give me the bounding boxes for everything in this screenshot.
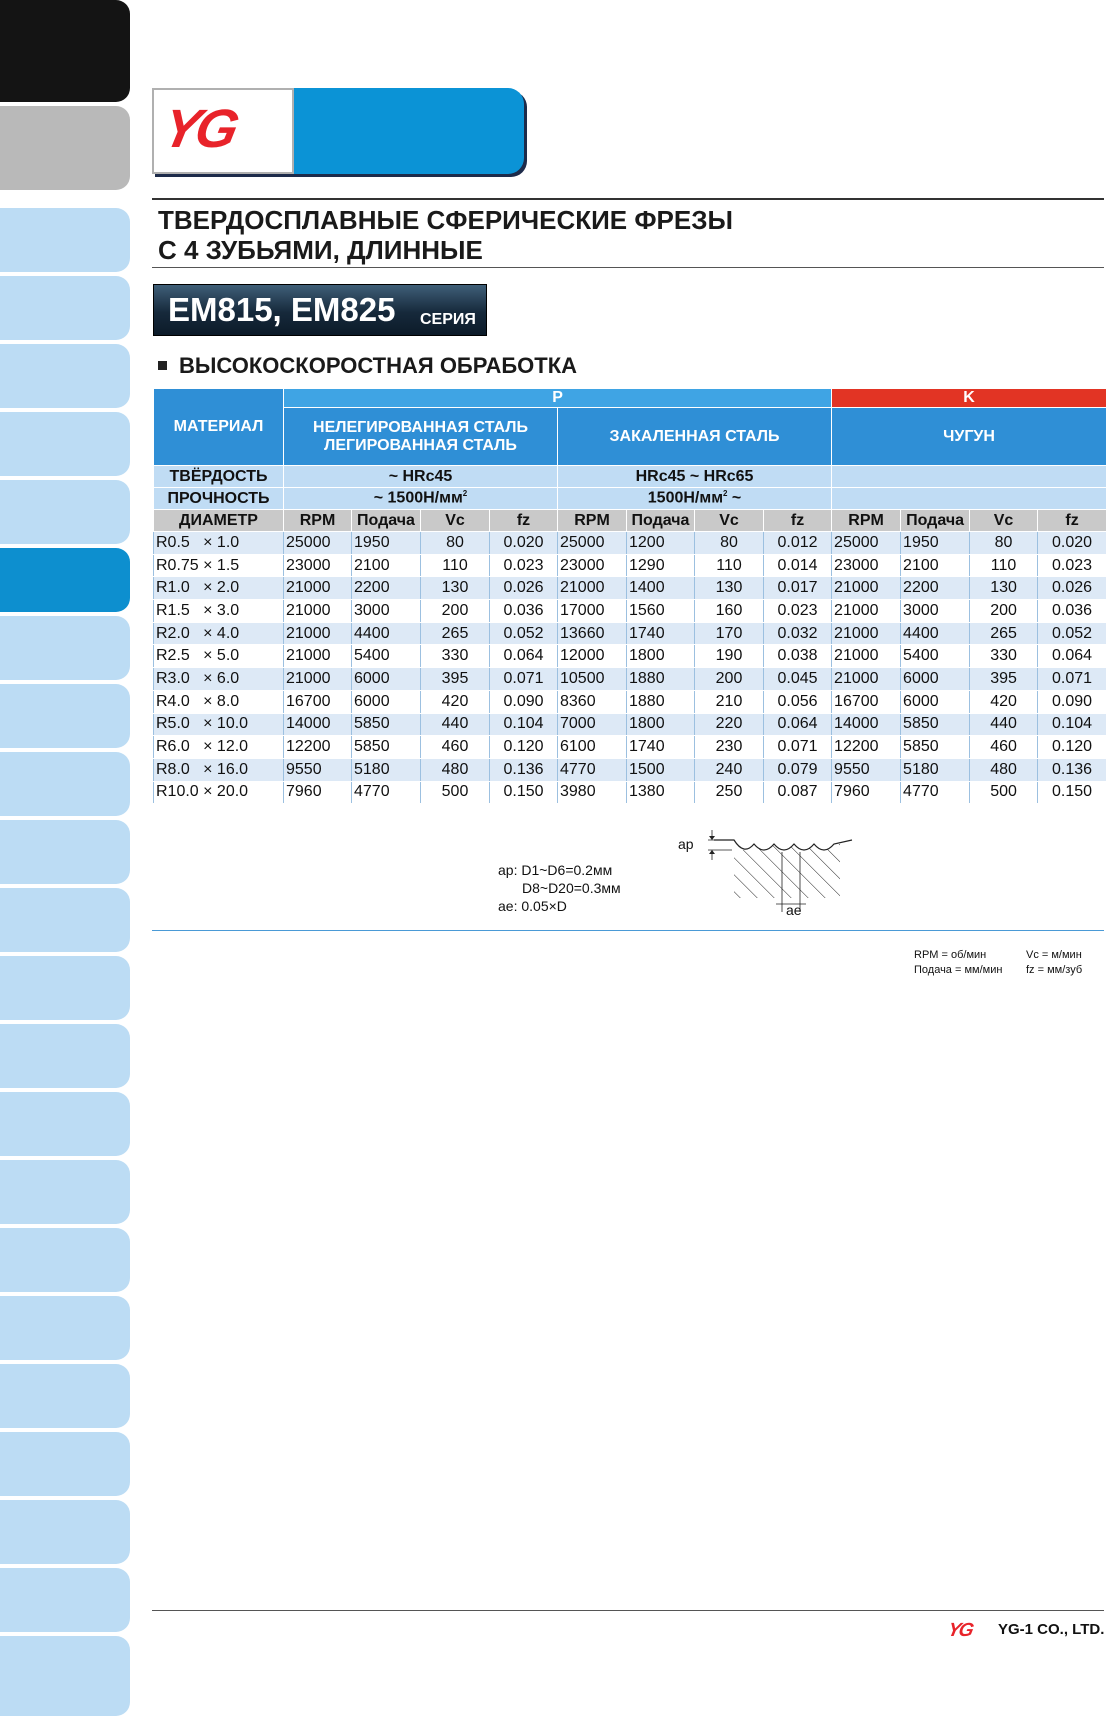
sidebar-tab[interactable] [0, 1364, 130, 1428]
col-header-rpm: RPM [284, 510, 352, 532]
vc-cell: 480 [970, 758, 1038, 781]
fz-cell: 0.071 [1038, 668, 1106, 691]
rpm-cell: 14000 [832, 713, 901, 736]
rpm-cell: 21000 [284, 622, 352, 645]
table-row [154, 645, 1106, 668]
sidebar-tab[interactable] [0, 1092, 130, 1156]
material-p2-header: ЗАКАЛЕННАЯ СТАЛЬ [558, 408, 832, 466]
sidebar-tab[interactable] [0, 616, 130, 680]
vc-cell: 200 [695, 668, 764, 691]
rpm-cell: 8360 [558, 690, 627, 713]
bullet-square-icon [158, 361, 167, 370]
rpm-cell: 21000 [832, 577, 901, 600]
table-row [154, 577, 1106, 600]
fz-cell: 0.136 [1038, 758, 1106, 781]
col-header-vc: Vc [421, 510, 490, 532]
sidebar-tab[interactable] [0, 344, 130, 408]
feed-cell: 6000 [901, 690, 970, 713]
fz-cell: 0.136 [490, 758, 558, 781]
rpm-cell: 13660 [558, 622, 627, 645]
fz-cell: 0.064 [1038, 645, 1106, 668]
fz-cell: 0.023 [764, 600, 832, 623]
feed-cell: 1950 [901, 532, 970, 555]
fz-cell: 0.020 [490, 532, 558, 555]
table-row [154, 781, 1106, 804]
diameter-cell: R5.0 × 10.0 [154, 713, 284, 736]
feed-cell: 5400 [901, 645, 970, 668]
rpm-cell: 3980 [558, 781, 627, 804]
strength-p1-value: ~ 1500Н/мм [373, 489, 463, 507]
rpm-cell: 21000 [832, 622, 901, 645]
note-ae-line: ae: 0.05×D [498, 898, 567, 914]
vc-cell: 170 [695, 622, 764, 645]
feed-cell: 3000 [901, 600, 970, 623]
sidebar-tab[interactable] [0, 412, 130, 476]
feed-cell: 2200 [901, 577, 970, 600]
fz-cell: 0.045 [764, 668, 832, 691]
feed-cell: 1290 [627, 554, 695, 577]
material-p1-header [284, 408, 558, 466]
series-label: СЕРИЯ [420, 311, 476, 328]
diagram-ae-label: ae [786, 902, 802, 918]
diameter-cell: R8.0 × 16.0 [154, 758, 284, 781]
col-header-feed: Подача [627, 510, 695, 532]
diameter-cell: R6.0 × 12.0 [154, 736, 284, 759]
fz-cell: 0.150 [1038, 781, 1106, 804]
sidebar-tab[interactable] [0, 1160, 130, 1224]
vc-cell: 160 [695, 600, 764, 623]
fz-cell: 0.023 [490, 554, 558, 577]
table-row [154, 668, 1106, 691]
sidebar-tab[interactable] [0, 1500, 130, 1564]
fz-cell: 0.104 [490, 713, 558, 736]
fz-cell: 0.026 [1038, 577, 1106, 600]
strength-p2-value: 1500Н/мм [647, 489, 724, 507]
fz-cell: 0.071 [490, 668, 558, 691]
vc-cell: 110 [970, 554, 1038, 577]
vc-cell: 80 [421, 532, 490, 555]
strength-label: ПРОЧНОСТЬ [154, 488, 284, 510]
rpm-cell: 23000 [558, 554, 627, 577]
feed-cell: 6000 [352, 668, 421, 691]
sidebar-tab[interactable] [0, 480, 130, 544]
feed-cell: 5180 [901, 758, 970, 781]
diameter-cell: R3.0 × 6.0 [154, 668, 284, 691]
rpm-cell: 12000 [558, 645, 627, 668]
vc-cell: 440 [421, 713, 490, 736]
vc-cell: 265 [970, 622, 1038, 645]
sidebar-tab[interactable] [0, 684, 130, 748]
title-top-rule [152, 198, 1104, 200]
feed-cell: 2100 [352, 554, 421, 577]
feed-cell: 2200 [352, 577, 421, 600]
feed-cell: 4400 [901, 622, 970, 645]
sidebar-tab[interactable] [0, 208, 130, 272]
notes-bottom-rule [152, 930, 1104, 931]
rpm-cell: 7000 [558, 713, 627, 736]
rpm-cell: 21000 [832, 668, 901, 691]
diameter-cell: R2.5 × 5.0 [154, 645, 284, 668]
feed-cell: 1880 [627, 668, 695, 691]
rpm-cell: 21000 [284, 600, 352, 623]
feed-cell: 1400 [627, 577, 695, 600]
rpm-cell: 21000 [832, 645, 901, 668]
rpm-cell: 4770 [558, 758, 627, 781]
vc-cell: 200 [421, 600, 490, 623]
fz-cell: 0.026 [490, 577, 558, 600]
col-header-rpm: RPM [558, 510, 627, 532]
rpm-cell: 21000 [832, 600, 901, 623]
section-heading-text: ВЫСОКОСКОРОСТНАЯ ОБРАБОТКА [179, 353, 578, 378]
rpm-cell: 21000 [284, 645, 352, 668]
fz-cell: 0.012 [764, 532, 832, 555]
vc-cell: 220 [695, 713, 764, 736]
vc-cell: 110 [421, 554, 490, 577]
rpm-cell: 17000 [558, 600, 627, 623]
rpm-cell: 6100 [558, 736, 627, 759]
table-row [154, 600, 1106, 623]
page-title-line1: ТВЕРДОСПЛАВНЫЕ СФЕРИЧЕСКИЕ ФРЕЗЫ [158, 205, 733, 235]
fz-cell: 0.052 [1038, 622, 1106, 645]
vc-cell: 210 [695, 690, 764, 713]
vc-cell: 200 [970, 600, 1038, 623]
fz-cell: 0.036 [1038, 600, 1106, 623]
feed-cell: 1740 [627, 622, 695, 645]
vc-cell: 460 [421, 736, 490, 759]
sidebar-tab[interactable] [0, 1432, 130, 1496]
rpm-cell: 25000 [284, 532, 352, 555]
diameter-cell: R0.5 × 1.0 [154, 532, 284, 555]
sidebar-tab[interactable] [0, 820, 130, 884]
feed-cell: 4400 [352, 622, 421, 645]
hardness-label: ТВЁРДОСТЬ [154, 466, 284, 488]
feed-cell: 4770 [901, 781, 970, 804]
hardness-k [832, 466, 1106, 488]
vc-cell: 500 [970, 781, 1038, 804]
legend-feed: Подача = мм/мин [914, 964, 1003, 976]
col-header-rpm: RPM [832, 510, 901, 532]
group-p-header: P [284, 389, 832, 408]
fz-cell: 0.014 [764, 554, 832, 577]
vc-cell: 110 [695, 554, 764, 577]
rpm-cell: 10500 [558, 668, 627, 691]
sidebar-tab[interactable] [0, 276, 130, 340]
fz-cell: 0.079 [764, 758, 832, 781]
rpm-cell: 12200 [284, 736, 352, 759]
fz-cell: 0.087 [764, 781, 832, 804]
feed-cell: 1950 [352, 532, 421, 555]
sidebar-tab[interactable] [0, 1296, 130, 1360]
table-row [154, 532, 1106, 555]
strength-p2-sup: 2 [723, 489, 728, 499]
material-header: МАТЕРИАЛ [154, 389, 284, 466]
legend-fz: fz = мм/зуб [1026, 964, 1083, 976]
table-row [154, 758, 1106, 781]
feed-cell: 3000 [352, 600, 421, 623]
feed-cell: 5400 [352, 645, 421, 668]
sidebar-tab[interactable] [0, 0, 130, 102]
cutting-depth-diagram [672, 830, 862, 922]
col-header-fz: fz [764, 510, 832, 532]
feed-cell: 1500 [627, 758, 695, 781]
vc-cell: 130 [970, 577, 1038, 600]
vc-cell: 80 [970, 532, 1038, 555]
legend-rpm: RPM = об/мин [914, 949, 987, 961]
vc-cell: 240 [695, 758, 764, 781]
footer-rule [152, 1610, 1104, 1611]
fz-cell: 0.104 [1038, 713, 1106, 736]
feed-cell: 6000 [352, 690, 421, 713]
sidebar-tab[interactable] [0, 1228, 130, 1292]
series-badge [153, 284, 487, 336]
rpm-cell: 25000 [558, 532, 627, 555]
col-header-vc: Vc [695, 510, 764, 532]
table-body [154, 532, 1106, 804]
sidebar-tab[interactable] [0, 1636, 130, 1716]
vc-cell: 330 [970, 645, 1038, 668]
sidebar-tab[interactable] [0, 106, 130, 190]
feed-cell: 1880 [627, 690, 695, 713]
fz-cell: 0.036 [490, 600, 558, 623]
vc-cell: 460 [970, 736, 1038, 759]
strength-p2-suffix: ~ [727, 489, 742, 507]
fz-cell: 0.038 [764, 645, 832, 668]
sidebar-tab[interactable] [0, 1568, 130, 1632]
rpm-cell: 7960 [284, 781, 352, 804]
vc-cell: 130 [421, 577, 490, 600]
rpm-cell: 9550 [284, 758, 352, 781]
feed-cell: 1200 [627, 532, 695, 555]
feed-cell: 1740 [627, 736, 695, 759]
col-header-fz: fz [1038, 510, 1106, 532]
diameter-cell: R1.0 × 2.0 [154, 577, 284, 600]
rpm-cell: 23000 [832, 554, 901, 577]
diameter-cell: R2.0 × 4.0 [154, 622, 284, 645]
col-header-feed: Подача [901, 510, 970, 532]
fz-cell: 0.120 [490, 736, 558, 759]
series-code: EM815, EM825 [168, 291, 396, 328]
feed-cell: 5180 [352, 758, 421, 781]
rpm-cell: 21000 [284, 577, 352, 600]
vc-cell: 330 [421, 645, 490, 668]
table-row [154, 554, 1106, 577]
diameter-cell: R4.0 × 8.0 [154, 690, 284, 713]
fz-cell: 0.056 [764, 690, 832, 713]
fz-cell: 0.090 [1038, 690, 1106, 713]
rpm-cell: 14000 [284, 713, 352, 736]
rpm-cell: 21000 [558, 577, 627, 600]
feed-cell: 1800 [627, 645, 695, 668]
rpm-cell: 12200 [832, 736, 901, 759]
vc-cell: 420 [421, 690, 490, 713]
vc-cell: 395 [421, 668, 490, 691]
logo-text: YG [157, 99, 241, 159]
sidebar-tab[interactable] [0, 956, 130, 1020]
note-ap-line2: D8~D20=0.3мм [522, 880, 621, 896]
feed-cell: 6000 [901, 668, 970, 691]
vc-cell: 395 [970, 668, 1038, 691]
rpm-cell: 16700 [284, 690, 352, 713]
feed-cell: 1560 [627, 600, 695, 623]
rpm-cell: 16700 [832, 690, 901, 713]
hardness-p2: HRc45 ~ HRc65 [558, 466, 832, 488]
hardness-p1: ~ HRc45 [284, 466, 558, 488]
strength-p1-sup: 2 [462, 489, 468, 499]
fz-cell: 0.023 [1038, 554, 1106, 577]
feed-cell: 1800 [627, 713, 695, 736]
table-row [154, 622, 1106, 645]
vc-cell: 420 [970, 690, 1038, 713]
fz-cell: 0.090 [490, 690, 558, 713]
strength-p1 [284, 488, 558, 510]
vc-cell: 230 [695, 736, 764, 759]
title-bottom-rule [152, 267, 1104, 268]
diameter-cell: R10.0 × 20.0 [154, 781, 284, 804]
col-header-fz: fz [490, 510, 558, 532]
page-title-line2: С 4 ЗУБЬЯМИ, ДЛИННЫЕ [158, 235, 483, 265]
footer-company: YG-1 CO., LTD. [998, 1621, 1105, 1638]
fz-cell: 0.064 [764, 713, 832, 736]
footer-logo: YG [945, 1620, 974, 1641]
diameter-label: ДИАМЕТР [154, 510, 284, 532]
rpm-cell: 21000 [284, 668, 352, 691]
group-k-header: K [832, 389, 1106, 408]
table-row [154, 713, 1106, 736]
vc-cell: 480 [421, 758, 490, 781]
fz-cell: 0.150 [490, 781, 558, 804]
vc-cell: 190 [695, 645, 764, 668]
sidebar-tab[interactable] [0, 752, 130, 816]
cutting-data-table [153, 388, 1106, 804]
material-p1-line1: НЕЛЕГИРОВАННАЯ СТАЛЬ [313, 418, 528, 436]
rpm-cell: 23000 [284, 554, 352, 577]
vc-cell: 500 [421, 781, 490, 804]
fz-cell: 0.071 [764, 736, 832, 759]
diagram-ap-label: ap [678, 836, 694, 852]
feed-cell: 2100 [901, 554, 970, 577]
material-p1-line2: ЛЕГИРОВАННАЯ СТАЛЬ [324, 436, 517, 454]
rpm-cell: 9550 [832, 758, 901, 781]
table-row [154, 736, 1106, 759]
feed-cell: 5850 [901, 713, 970, 736]
col-header-feed: Подача [352, 510, 421, 532]
fz-cell: 0.020 [1038, 532, 1106, 555]
table-row [154, 690, 1106, 713]
vc-cell: 440 [970, 713, 1038, 736]
sidebar-tab-active[interactable] [0, 548, 130, 612]
vc-cell: 265 [421, 622, 490, 645]
rpm-cell: 25000 [832, 532, 901, 555]
fz-cell: 0.064 [490, 645, 558, 668]
vc-cell: 130 [695, 577, 764, 600]
fz-cell: 0.052 [490, 622, 558, 645]
section-heading [158, 353, 577, 379]
material-k-header: ЧУГУН [832, 408, 1106, 466]
feed-cell: 5850 [352, 713, 421, 736]
strength-k [832, 488, 1106, 510]
sidebar-tab[interactable] [0, 888, 130, 952]
note-ap-line1: ap: D1~D6=0.2мм [498, 862, 613, 878]
brand-logo [152, 88, 294, 174]
vc-cell: 80 [695, 532, 764, 555]
fz-cell: 0.017 [764, 577, 832, 600]
strength-p2 [558, 488, 832, 510]
feed-cell: 4770 [352, 781, 421, 804]
feed-cell: 1380 [627, 781, 695, 804]
diameter-cell: R0.75 × 1.5 [154, 554, 284, 577]
diameter-cell: R1.5 × 3.0 [154, 600, 284, 623]
feed-cell: 5850 [352, 736, 421, 759]
feed-cell: 5850 [901, 736, 970, 759]
rpm-cell: 7960 [832, 781, 901, 804]
col-header-vc: Vc [970, 510, 1038, 532]
fz-cell: 0.032 [764, 622, 832, 645]
sidebar-tab[interactable] [0, 1024, 130, 1088]
vc-cell: 250 [695, 781, 764, 804]
fz-cell: 0.120 [1038, 736, 1106, 759]
legend-vc: Vc = м/мин [1026, 949, 1082, 961]
